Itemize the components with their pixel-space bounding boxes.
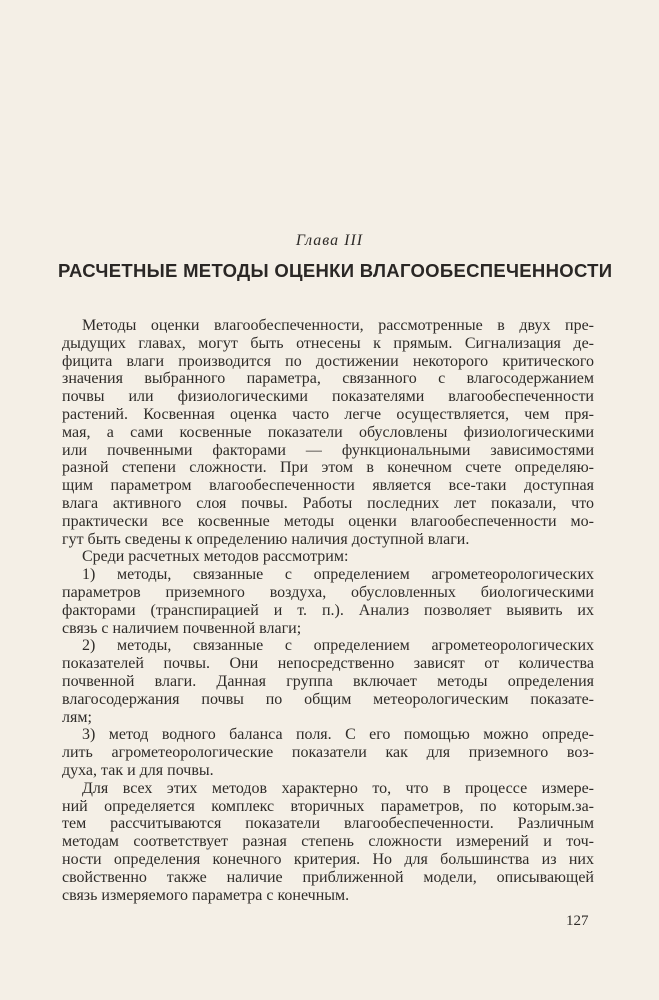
text-line: влагосодержания почвы по общим метеорологическим показате- xyxy=(62,690,594,708)
text-line: почвенной влаги. Данная группа включает методы определения xyxy=(62,672,594,690)
text-line: или почвенными факторами — функциональными зависимостями xyxy=(62,441,594,459)
text-line: практически все косвенные методы оценки влагообеспеченности мо- xyxy=(62,512,594,530)
page-number: 127 xyxy=(566,913,589,929)
text-line: Среди расчетных методов рассмотрим: xyxy=(82,548,349,566)
text-line: почвы или физиологическими показателями влагообеспеченности xyxy=(62,388,594,406)
text-line: свойственно также наличие приближенной модели, описывающей xyxy=(62,868,594,886)
text-line: гут быть сведены к определению наличия доступной влаги. xyxy=(62,530,470,548)
text-line: связь измеряемого параметра с конечным. xyxy=(62,886,350,904)
text-line: 2) методы, связанные с определением агрометеорологических xyxy=(82,637,594,655)
text-line: параметров приземного воздуха, обусловленных биологическими xyxy=(62,583,594,601)
text-line: лить агрометеорологические показатели как для приземного воз- xyxy=(62,744,594,762)
text-line: влага активного слоя почвы. Работы последних лет показали, что xyxy=(62,494,594,512)
text-line: 3) метод водного баланса поля. С его помощью можно опреде- xyxy=(82,726,594,744)
text-line: лям; xyxy=(62,708,92,726)
chapter-label: Глава III xyxy=(295,232,364,249)
text-line: показателей почвы. Они непосредственно зависят от количества xyxy=(62,655,594,673)
text-line: ности определения конечного критерия. Но для большинства из них xyxy=(62,850,594,868)
text-line: разной степени сложности. При этом в конечном счете определяю- xyxy=(62,459,594,477)
text-line: Для всех этих методов характерно то, что в процессе измере- xyxy=(82,779,594,797)
chapter-title: РАСЧЕТНЫЕ МЕТОДЫ ОЦЕНКИ ВЛАГООБЕСПЕЧЕННОСТИ xyxy=(58,260,613,281)
text-line: фицита влаги производится по достижении некоторого критического xyxy=(62,352,594,370)
text-line: щим параметром влагообеспеченности является все-таки доступная xyxy=(62,477,594,495)
text-line: духа, так и для почвы. xyxy=(62,761,214,779)
text-line: мая, а сами косвенные показатели обусловлены физиологическими xyxy=(62,423,594,441)
text-line: растений. Косвенная оценка часто легче осуществляется, чем пря- xyxy=(62,405,594,423)
text-line: Методы оценки влагообеспеченности, рассмотренные в двух пре- xyxy=(82,317,594,334)
text-line: связь с наличием почвенной влаги; xyxy=(62,619,302,637)
text-line: ний определяется комплекс вторичных параметров, по которым.за- xyxy=(62,797,594,815)
text-line: дыдущих главах, могут быть отнесены к прямым. Сигнализация де- xyxy=(62,334,594,352)
text-line: тем рассчитываются показатели влагообеспеченности. Различным xyxy=(62,815,594,833)
text-line: методам соответствует разная степень сложности измерений и точ- xyxy=(62,833,594,851)
body-text xyxy=(62,317,594,904)
text-line: значения выбранного параметра, связанного с влагосодержанием xyxy=(62,370,594,388)
text-line: 1) методы, связанные с определением агрометеорологических xyxy=(82,566,594,584)
text-line: факторами (транспирацией и т. п.). Анализ позволяет выявить их xyxy=(62,601,594,619)
